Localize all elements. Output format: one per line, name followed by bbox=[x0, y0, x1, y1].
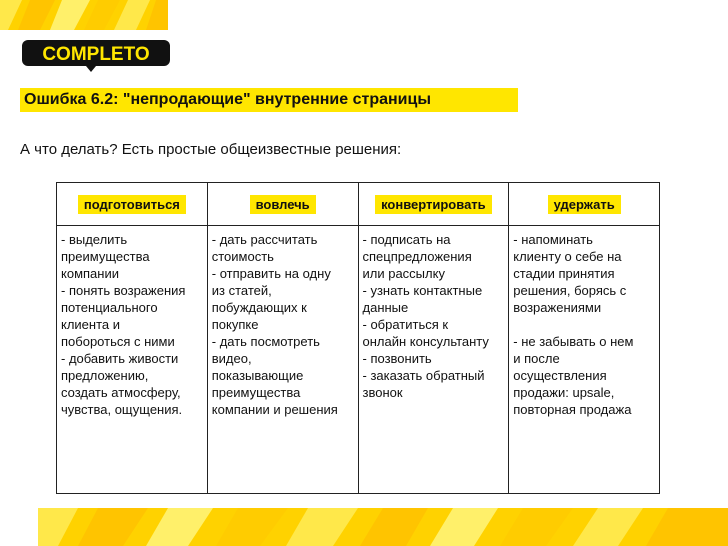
table-cell bbox=[207, 226, 358, 494]
header-cell-convert bbox=[358, 183, 509, 226]
cell-text: - напоминать клиенту о себе на стадии принятия решения, борясь с возражениями - не забывать о нем и после осуществления продажи: upsale, повторная продажа bbox=[513, 232, 634, 417]
table-cell bbox=[509, 226, 660, 494]
header-cell-engage bbox=[207, 183, 358, 226]
header-label: подготовиться bbox=[78, 195, 186, 214]
table-cell bbox=[358, 226, 509, 494]
decorative-yellow-band-bottom bbox=[38, 508, 728, 546]
decorative-yellow-band-top bbox=[0, 0, 168, 30]
cell-text: - выделить преимущества компании - понять возражения потенциального клиента и побороться с ними - добавить живости предложению, создать атмосферу, чувства, ощущения. bbox=[61, 232, 186, 417]
solutions-table bbox=[56, 182, 660, 494]
header-label: удержать bbox=[548, 195, 621, 214]
header-cell-prepare bbox=[57, 183, 208, 226]
header-label: конвертировать bbox=[375, 195, 492, 214]
table-header-row bbox=[57, 183, 660, 226]
header-label: вовлечь bbox=[250, 195, 316, 214]
logo-text: COMPLETO bbox=[42, 44, 150, 65]
table-row bbox=[57, 226, 660, 494]
completo-logo bbox=[22, 38, 170, 72]
cell-text: - дать рассчитать стоимость - отправить на одну из статей, побуждающих к покупке - дать посмотреть видео, показывающие преимущества компании и решения bbox=[211, 232, 338, 417]
subtitle: А что делать? Есть простые общеизвестные решения: bbox=[20, 141, 402, 158]
table-cell bbox=[57, 226, 208, 494]
cell-text: - подписать на спецпредложения или рассылку - узнать контактные данные - обратиться к онлайн консультанту - позвонить - заказать обратный звонок bbox=[362, 232, 489, 400]
header-cell-retain bbox=[509, 183, 660, 226]
page-title: Ошибка 6.2: "непродающие" внутренние страницы bbox=[24, 91, 432, 108]
